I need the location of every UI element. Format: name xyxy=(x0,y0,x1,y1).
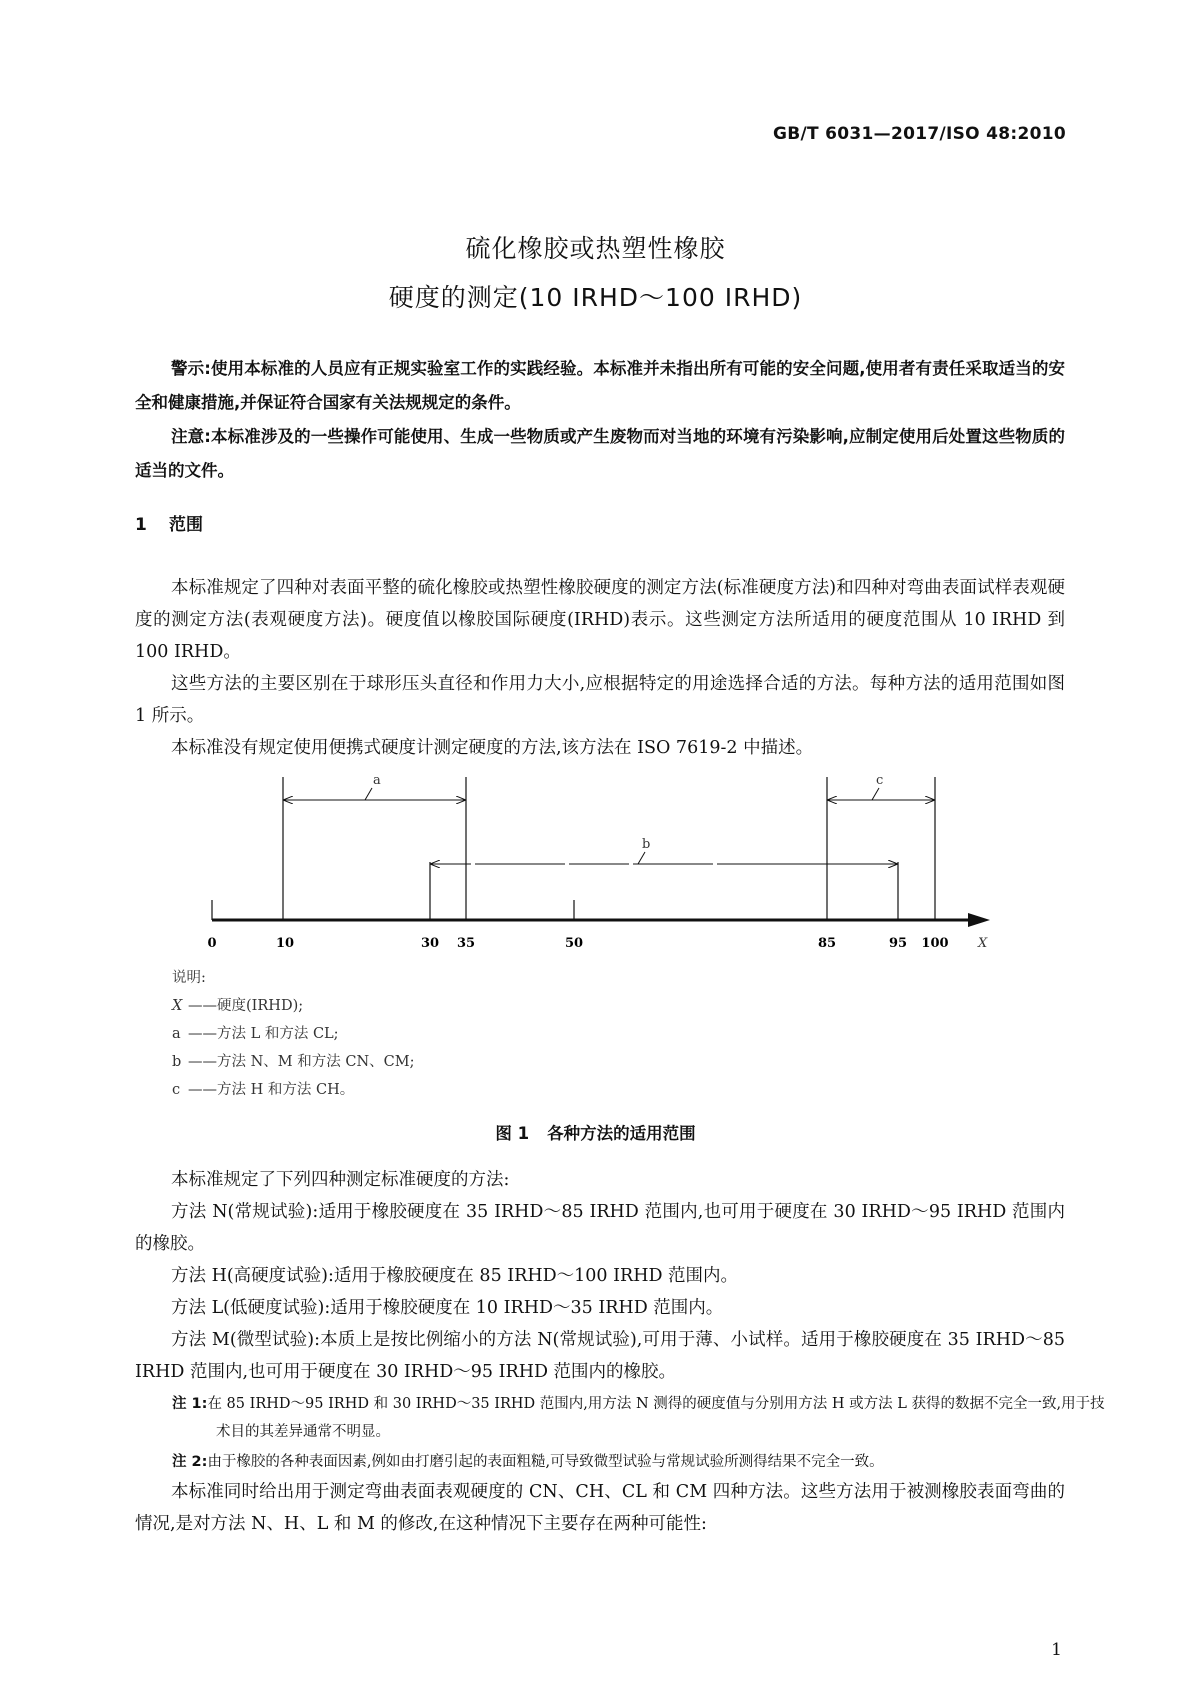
tick-label-95: 95 xyxy=(888,936,908,951)
legend-text: ——方法 L 和方法 CL; xyxy=(188,1026,339,1042)
figure-legend xyxy=(172,964,414,1104)
page-number: 1 xyxy=(1051,1640,1062,1660)
legend-item-a xyxy=(172,1020,414,1048)
note-2 xyxy=(172,1448,1065,1476)
scope-paragraph-1: 本标准规定了四种对表面平整的硫化橡胶或热塑性橡胶硬度的测定方法(标准硬度方法)和四种对弯曲表面试样表观硬度的测定方法(表观硬度方法)。硬度值以橡胶国际硬度(IRHD)表示。这些测定方法所适用的硬度范围从 10 IRHD 到 100 IRHD。 xyxy=(135,578,1065,662)
methods-intro: 本标准规定了下列四种测定标准硬度的方法: xyxy=(171,1170,510,1190)
figure-caption-text: 各种方法的适用范围 xyxy=(547,1124,696,1143)
method-n-paragraph: 方法 N(常规试验):适用于橡胶硬度在 35 IRHD～85 IRHD 范围内,也可用于硬度在 30 IRHD～95 IRHD 范围内的橡胶。 xyxy=(135,1202,1065,1254)
figure-caption xyxy=(0,1120,1191,1144)
note-1-label: 注 1: xyxy=(172,1396,208,1412)
legend-key: b xyxy=(172,1054,182,1070)
range-c-leader xyxy=(872,788,879,800)
legend-text: ——方法 N、M 和方法 CN、CM; xyxy=(188,1054,415,1070)
range-b-label: b xyxy=(642,837,651,852)
range-b-leader xyxy=(638,852,645,864)
note-1 xyxy=(172,1390,1109,1446)
note-1-text: 在 85 IRHD～95 IRHD 和 30 IRHD～35 IRHD 范围内,用方法 N 测得的硬度值与分别用方法 H 或方法 L 获得的数据不完全一致,用于技术目的其差异通常不明显。 xyxy=(207,1396,1105,1440)
document-title-line-2: 硬度的测定(10 IRHD～100 IRHD) xyxy=(388,283,803,312)
range-a-label: a xyxy=(373,773,381,788)
tick-label-30: 30 xyxy=(420,936,440,951)
tick-label-10: 10 xyxy=(275,936,295,951)
scope-paragraph-2: 这些方法的主要区别在于球形压头直径和作用力大小,应根据特定的用途选择合适的方法。每种方法的适用范围如图 1 所示。 xyxy=(135,674,1065,726)
method-m-paragraph: 方法 M(微型试验):本质上是按比例缩小的方法 N(常规试验),可用于薄、小试样。适用于橡胶硬度在 35 IRHD～85 IRHD 范围内,也可用于硬度在 30 IRHD～95 IRHD 范围内的橡胶。 xyxy=(135,1330,1065,1382)
tick-label-85: 85 xyxy=(817,936,837,951)
tick-label-50: 50 xyxy=(564,936,584,951)
legend-text: ——硬度(IRHD); xyxy=(188,998,304,1014)
legend-item-b xyxy=(172,1048,414,1076)
method-h-paragraph: 方法 H(高硬度试验):适用于橡胶硬度在 85 IRHD～100 IRHD 范围内。 xyxy=(171,1266,739,1286)
range-diagram xyxy=(0,770,1191,960)
legend-heading: 说明: xyxy=(172,970,206,986)
legend-item-x xyxy=(172,992,414,1020)
note-2-text: 由于橡胶的各种表面因素,例如由打磨引起的表面粗糙,可导致微型试验与常规试验所测得结果不完全一致。 xyxy=(207,1454,884,1470)
section-title: 范围 xyxy=(169,515,203,535)
range-c-label: c xyxy=(876,773,884,788)
legend-text: ——方法 H 和方法 CH。 xyxy=(188,1082,355,1098)
warning-paragraph: 警示:使用本标准的人员应有正规实验室工作的实践经验。本标准并未指出所有可能的安全问题,使用者有责任采取适当的安全和健康措施,并保证符合国家有关法规规定的条件。 xyxy=(135,359,1065,412)
tick-label-100: 100 xyxy=(921,936,949,951)
final-paragraph: 本标准同时给出用于测定弯曲表面表观硬度的 CN、CH、CL 和 CM 四种方法。这些方法用于被测橡胶表面弯曲的情况,是对方法 N、H、L 和 M 的修改,在这种情况下主要存在两种可能性: xyxy=(135,1482,1065,1534)
range-a-leader xyxy=(365,788,372,800)
note-2-label: 注 2: xyxy=(172,1454,208,1470)
tick-label-0: 0 xyxy=(207,936,217,951)
legend-item-c xyxy=(172,1076,414,1104)
x-axis-label: X xyxy=(978,936,988,951)
section-number: 1 xyxy=(135,515,147,535)
x-axis-arrowhead xyxy=(968,913,990,927)
document-title-line-1: 硫化橡胶或热塑性橡胶 xyxy=(465,234,726,263)
tick-label-35: 35 xyxy=(456,936,476,951)
section-heading xyxy=(135,510,203,535)
legend-key: a xyxy=(172,1026,181,1042)
method-l-paragraph: 方法 L(低硬度试验):适用于橡胶硬度在 10 IRHD～35 IRHD 范围内。 xyxy=(171,1298,724,1318)
legend-key: X xyxy=(172,998,183,1014)
caution-paragraph: 注意:本标准涉及的一些操作可能使用、生成一些物质或产生废物而对当地的环境有污染影响,应制定使用后处置这些物质的适当的文件。 xyxy=(135,427,1065,480)
figure-caption-number: 图 1 xyxy=(495,1124,530,1143)
scope-paragraph-3: 本标准没有规定使用便携式硬度计测定硬度的方法,该方法在 ISO 7619-2 中描述。 xyxy=(171,738,814,758)
legend-key: c xyxy=(172,1082,181,1098)
standard-code: GB/T 6031—2017/ISO 48:2010 xyxy=(773,124,1066,144)
